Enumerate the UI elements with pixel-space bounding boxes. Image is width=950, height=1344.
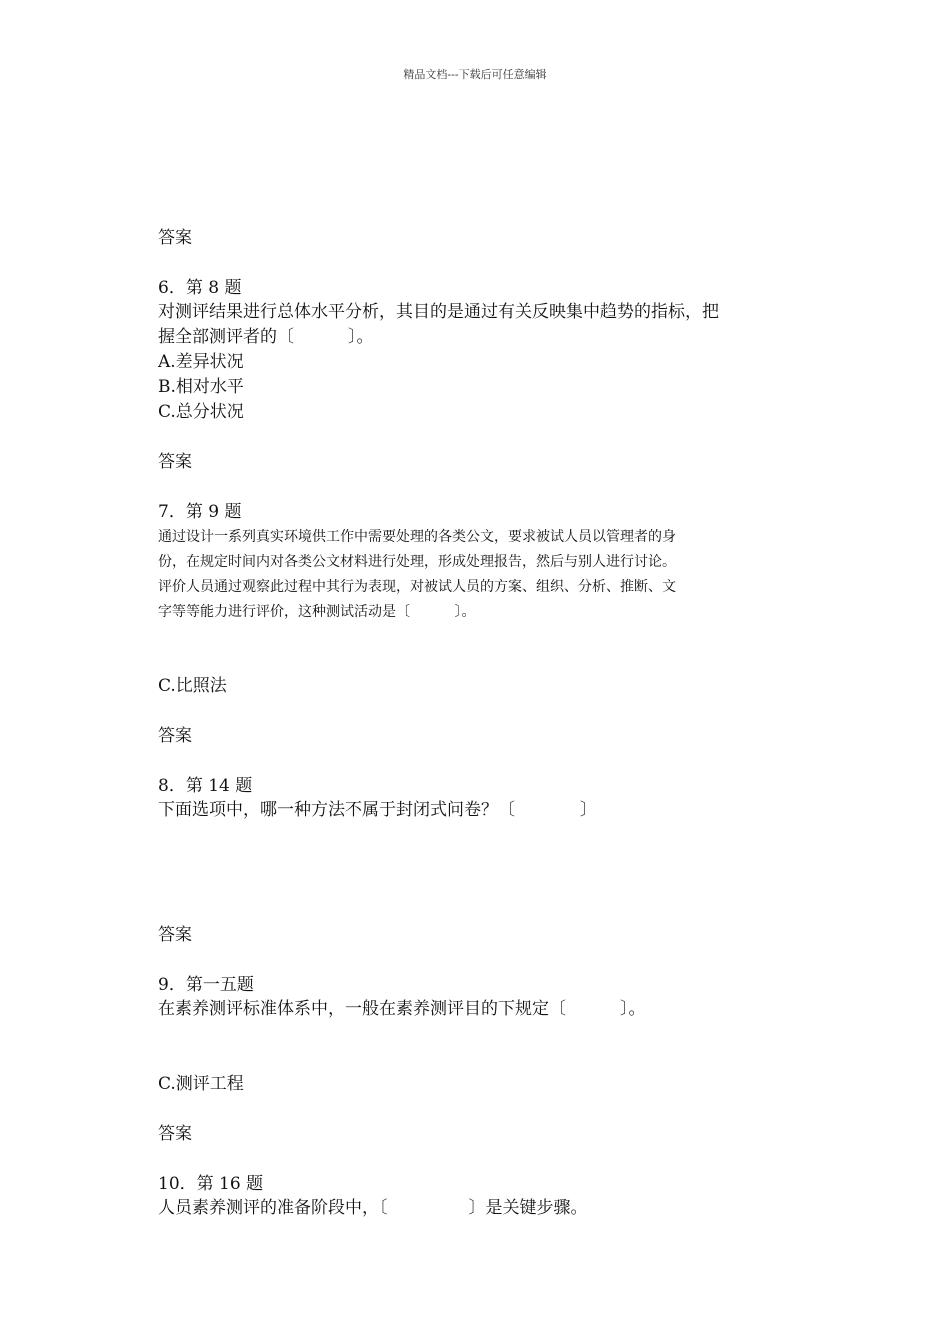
- question-number: 10．第 16 题: [158, 1174, 264, 1194]
- answer-label: 答案: [158, 228, 192, 248]
- question-text: 字等等能力进行评价，这种测试活动是〔 〕。: [158, 604, 476, 620]
- question-number: 8．第 14 题: [158, 776, 253, 796]
- answer-label: 答案: [158, 452, 192, 472]
- question-number: 9．第一五题: [158, 975, 254, 995]
- question-text: 人员素养测评的准备阶段中，〔 〕是关键步骤。: [158, 1198, 588, 1218]
- question-text: 通过设计一系列真实环境供工作中需要处理的各类公文，要求被试人员以管理者的身: [158, 529, 676, 545]
- option-a: A.差异状况: [158, 352, 244, 372]
- question-text: 下面选项中，哪一种方法不属于封闭式问卷？〔 〕: [158, 800, 597, 820]
- question-text: 对测评结果进行总体水平分析，其目的是通过有关反映集中趋势的指标，把: [158, 302, 719, 322]
- question-text: 评价人员通过观察此过程中其行为表现，对被试人员的方案、组织、分析、推断、文: [158, 579, 676, 595]
- page-header: 精品文档---下载后可任意编辑: [403, 68, 547, 81]
- question-text: 份，在规定时间内对各类公文材料进行处理，形成处理报告，然后与别人进行讨论。: [158, 554, 676, 570]
- option-b: B.相对水平: [158, 377, 244, 397]
- option-c: C.测评工程: [158, 1074, 244, 1094]
- question-text: 握全部测评者的〔 〕。: [158, 327, 374, 347]
- question-number: 7．第 9 题: [158, 502, 242, 522]
- option-c: C.总分状况: [158, 402, 244, 422]
- option-c: C.比照法: [158, 676, 227, 696]
- answer-label: 答案: [158, 1124, 192, 1144]
- answer-label: 答案: [158, 726, 192, 746]
- answer-label: 答案: [158, 925, 192, 945]
- question-text: 在素养测评标准体系中，一般在素养测评目的下规定〔 〕。: [158, 999, 646, 1019]
- question-number: 6．第 8 题: [158, 278, 242, 298]
